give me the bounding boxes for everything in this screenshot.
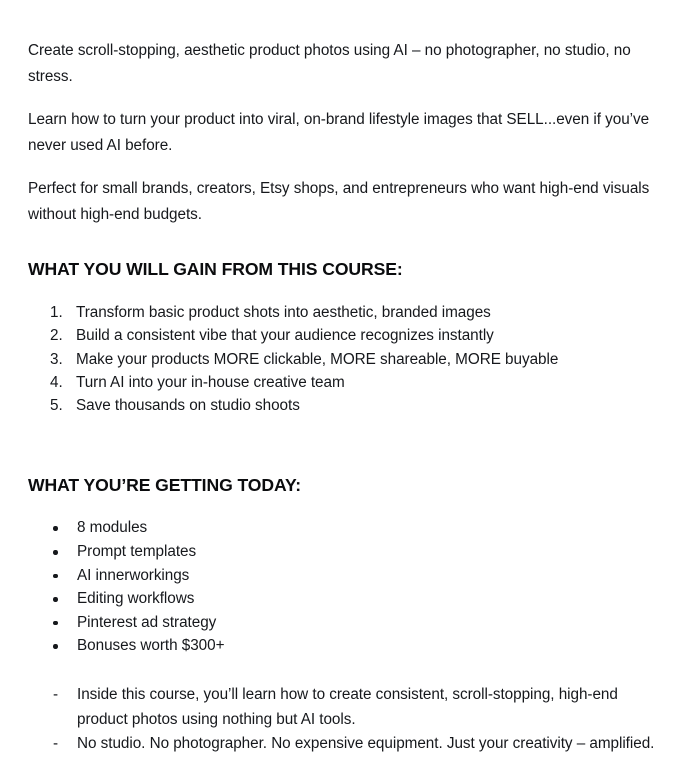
intro-paragraph-1: Create scroll-stopping, aesthetic product photos using AI – no photographer, no studio, no stress.	[28, 42, 631, 85]
closing-list	[28, 683, 657, 757]
list-item: Make your products MORE clickable, MORE shareable, MORE buyable	[76, 350, 559, 368]
heading-what-you-will-gain: WHAT YOU WILL GAIN FROM THIS COURSE:	[28, 259, 403, 279]
list-item: 8 modules	[28, 516, 657, 540]
intro-paragraph-2: Learn how to turn your product into viral, on-brand lifestyle images that SELL...even if you’ve never used AI before.	[28, 111, 650, 154]
list-item: Save thousands on studio shoots	[76, 397, 300, 415]
getting-today-list	[28, 516, 657, 658]
list-item: Editing workflows	[28, 587, 657, 611]
list-item: - No studio. No photographer. No expensive equipment. Just your creativity – amplified.	[28, 732, 657, 757]
intro-paragraph-3: Perfect for small brands, creators, Etsy shops, and entrepreneurs who want high-end visuals without high-end budgets.	[28, 180, 650, 223]
gain-list	[28, 301, 657, 417]
list-item: Build a consistent vibe that your audience recognizes instantly	[76, 327, 494, 345]
list-item: Bonuses worth $300+	[28, 634, 657, 658]
list-item: Prompt templates	[28, 540, 657, 564]
list-item: - Inside this course, you’ll learn how to create consistent, scroll-stopping, high-end product photos using nothing but AI tools.	[28, 683, 657, 732]
list-item: Transform basic product shots into aesthetic, branded images	[76, 304, 491, 321]
heading-what-youre-getting-today: WHAT YOU’RE GETTING TODAY:	[28, 475, 302, 496]
list-item: Turn AI into your in-house creative team	[76, 373, 345, 391]
list-item: AI innerworkings	[28, 564, 657, 588]
list-item: Pinterest ad strategy	[28, 611, 657, 635]
